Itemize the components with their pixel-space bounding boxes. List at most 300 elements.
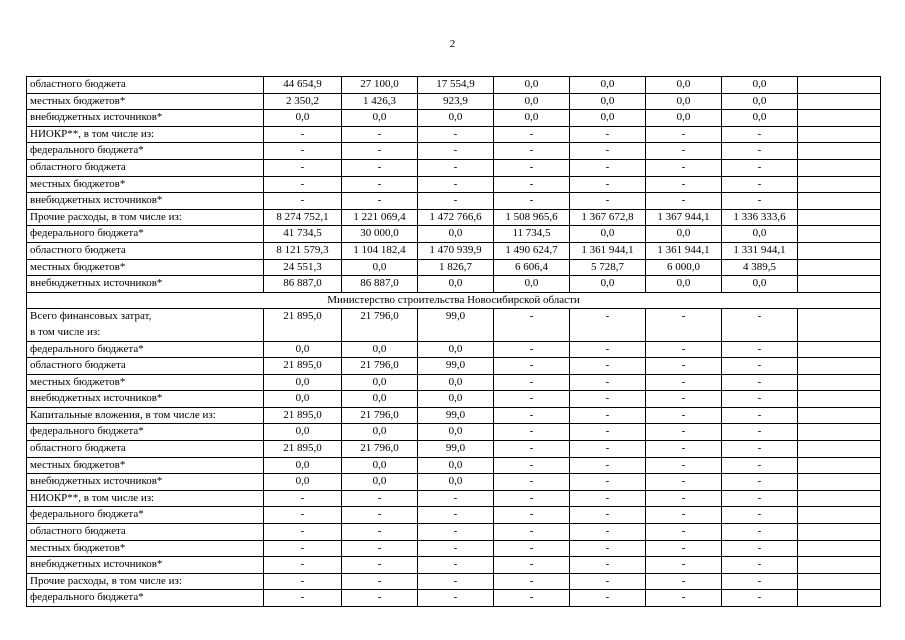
cell-value: 0,0 <box>418 374 494 391</box>
cell-value: 99,0 <box>418 358 494 375</box>
cell-value: - <box>264 159 342 176</box>
cell-value: 923,9 <box>418 93 494 110</box>
cell-value: - <box>342 540 418 557</box>
cell-value: - <box>646 407 722 424</box>
table-row <box>27 507 881 524</box>
cell-value: 1 367 672,8 <box>570 209 646 226</box>
cell-value: - <box>494 126 570 143</box>
cell-value <box>798 540 881 557</box>
row-label: федерального бюджета* <box>27 507 264 524</box>
cell-value: - <box>494 540 570 557</box>
row-label-line2: в том числе из: <box>30 325 101 338</box>
cell-value: - <box>570 159 646 176</box>
cell-value: 44 654,9 <box>264 77 342 94</box>
cell-value: 0,0 <box>418 110 494 127</box>
cell-value <box>798 341 881 358</box>
cell-value: 1 508 965,6 <box>494 209 570 226</box>
row-label: областного бюджета <box>27 159 264 176</box>
cell-value: - <box>570 441 646 458</box>
cell-value: - <box>264 590 342 607</box>
cell-value: 1 331 944,1 <box>722 242 798 259</box>
cell-value: 0,0 <box>722 226 798 243</box>
cell-value: 5 728,7 <box>570 259 646 276</box>
cell-value: 0,0 <box>722 77 798 94</box>
cell-value: - <box>722 126 798 143</box>
cell-value: - <box>494 490 570 507</box>
table-row <box>27 93 881 110</box>
cell-value: - <box>570 358 646 375</box>
cell-value: 0,0 <box>646 77 722 94</box>
cell-value: 1 336 333,6 <box>722 209 798 226</box>
table-row <box>27 557 881 574</box>
cell-value <box>798 590 881 607</box>
cell-value: 0,0 <box>418 276 494 293</box>
row-label: местных бюджетов* <box>27 457 264 474</box>
cell-value: - <box>722 424 798 441</box>
table-row-total <box>27 309 881 341</box>
table-row <box>27 573 881 590</box>
cell-value: - <box>264 193 342 210</box>
cell-value <box>798 424 881 441</box>
cell-value: - <box>264 176 342 193</box>
cell-value: 0,0 <box>342 391 418 408</box>
cell-value <box>798 490 881 507</box>
cell-value: - <box>722 193 798 210</box>
cell-value: - <box>418 143 494 160</box>
cell-value: - <box>646 374 722 391</box>
cell-value: - <box>494 391 570 408</box>
row-label: федерального бюджета* <box>27 341 264 358</box>
rows-before-section <box>27 77 881 293</box>
table-row <box>27 159 881 176</box>
cell-value: 30 000,0 <box>342 226 418 243</box>
table-row <box>27 209 881 226</box>
cell-value: 21 796,0 <box>342 358 418 375</box>
cell-value: - <box>418 126 494 143</box>
cell-value: 1 104 182,4 <box>342 242 418 259</box>
cell-value: 8 274 752,1 <box>264 209 342 226</box>
cell-value: 0,0 <box>418 474 494 491</box>
cell-value: 0,0 <box>264 341 342 358</box>
row-label-line1: Всего финансовых затрат, <box>30 310 152 323</box>
cell-value: 0,0 <box>494 77 570 94</box>
cell-value: - <box>494 474 570 491</box>
cell-value: - <box>722 507 798 524</box>
cell-value: 0,0 <box>342 424 418 441</box>
cell-value: 0,0 <box>264 374 342 391</box>
cell-value: - <box>342 176 418 193</box>
cell-value: 99,0 <box>418 441 494 458</box>
cell-value: - <box>646 490 722 507</box>
cell-value <box>798 573 881 590</box>
cell-value <box>798 176 881 193</box>
cell-value: - <box>570 457 646 474</box>
cell-value: - <box>264 126 342 143</box>
cell-value <box>798 259 881 276</box>
cell-value: - <box>342 490 418 507</box>
cell-value: - <box>494 358 570 375</box>
cell-value <box>798 143 881 160</box>
cell-value: 99,0 <box>418 309 494 341</box>
cell-value: - <box>494 407 570 424</box>
cell-value: - <box>264 143 342 160</box>
cell-value: 0,0 <box>418 424 494 441</box>
cell-value: 21 796,0 <box>342 407 418 424</box>
cell-value: - <box>494 309 570 341</box>
cell-value: - <box>342 126 418 143</box>
table-row <box>27 441 881 458</box>
table-row <box>27 341 881 358</box>
row-label: НИОКР**, в том числе из: <box>27 490 264 507</box>
row-label: Прочие расходы, в том числе из: <box>27 573 264 590</box>
cell-value: 8 121 579,3 <box>264 242 342 259</box>
rows-after-section <box>27 341 881 607</box>
cell-value: 86 887,0 <box>342 276 418 293</box>
cell-value: 0,0 <box>646 226 722 243</box>
cell-value <box>798 93 881 110</box>
table-row <box>27 490 881 507</box>
cell-value <box>798 276 881 293</box>
cell-value: - <box>570 507 646 524</box>
cell-value: 86 887,0 <box>264 276 342 293</box>
cell-value <box>798 159 881 176</box>
table-row <box>27 126 881 143</box>
table-row <box>27 77 881 94</box>
cell-value: - <box>494 507 570 524</box>
cell-value: - <box>264 573 342 590</box>
cell-value: - <box>570 590 646 607</box>
cell-value: - <box>342 193 418 210</box>
cell-value: - <box>646 143 722 160</box>
table-row <box>27 391 881 408</box>
cell-value: - <box>570 341 646 358</box>
cell-value: - <box>418 193 494 210</box>
cell-value: 6 606,4 <box>494 259 570 276</box>
cell-value: 0,0 <box>342 259 418 276</box>
cell-value <box>798 474 881 491</box>
cell-value: 0,0 <box>264 110 342 127</box>
cell-value: - <box>646 507 722 524</box>
cell-value: - <box>342 159 418 176</box>
cell-value <box>798 77 881 94</box>
cell-value: - <box>570 540 646 557</box>
table-row <box>27 474 881 491</box>
row-label: местных бюджетов* <box>27 176 264 193</box>
table-row <box>27 540 881 557</box>
cell-value: - <box>494 374 570 391</box>
cell-value: 0,0 <box>570 276 646 293</box>
cell-value: 1 221 069,4 <box>342 209 418 226</box>
cell-value: 0,0 <box>264 457 342 474</box>
cell-value: - <box>570 193 646 210</box>
row-label: внебюджетных источников* <box>27 193 264 210</box>
cell-value <box>798 242 881 259</box>
cell-value: 0,0 <box>418 391 494 408</box>
cell-value: 0,0 <box>264 424 342 441</box>
cell-value <box>798 391 881 408</box>
cell-value: - <box>570 407 646 424</box>
cell-value: 0,0 <box>342 474 418 491</box>
cell-value: - <box>646 159 722 176</box>
cell-value <box>798 209 881 226</box>
cell-value: - <box>570 176 646 193</box>
cell-value: - <box>418 490 494 507</box>
cell-value: 0,0 <box>494 110 570 127</box>
section-header-group <box>27 292 881 341</box>
cell-value: - <box>264 540 342 557</box>
table-row <box>27 176 881 193</box>
cell-value: - <box>418 573 494 590</box>
cell-value: - <box>722 407 798 424</box>
cell-value <box>798 309 881 341</box>
cell-value: 0,0 <box>418 226 494 243</box>
row-label: областного бюджета <box>27 441 264 458</box>
cell-value: 4 389,5 <box>722 259 798 276</box>
cell-value: 1 426,3 <box>342 93 418 110</box>
cell-value: - <box>646 358 722 375</box>
cell-value: - <box>646 391 722 408</box>
cell-value: - <box>494 557 570 574</box>
cell-value: - <box>722 176 798 193</box>
cell-value: 0,0 <box>264 391 342 408</box>
table-row <box>27 193 881 210</box>
cell-value: - <box>722 391 798 408</box>
cell-value: - <box>646 474 722 491</box>
cell-value <box>798 557 881 574</box>
cell-value: - <box>342 524 418 541</box>
cell-value: 2 350,2 <box>264 93 342 110</box>
cell-value: 41 734,5 <box>264 226 342 243</box>
cell-value: - <box>722 159 798 176</box>
cell-value: 0,0 <box>342 374 418 391</box>
cell-value: 21 796,0 <box>342 309 418 341</box>
table-row <box>27 524 881 541</box>
cell-value: 0,0 <box>646 93 722 110</box>
cell-value: - <box>646 309 722 341</box>
row-label <box>27 309 264 341</box>
cell-value: - <box>570 474 646 491</box>
table-row <box>27 143 881 160</box>
cell-value: 0,0 <box>342 341 418 358</box>
row-label: внебюджетных источников* <box>27 110 264 127</box>
cell-value: 0,0 <box>570 93 646 110</box>
cell-value: - <box>646 573 722 590</box>
row-label: федерального бюджета* <box>27 590 264 607</box>
cell-value: 27 100,0 <box>342 77 418 94</box>
cell-value: 0,0 <box>342 110 418 127</box>
cell-value: 0,0 <box>494 276 570 293</box>
cell-value: - <box>722 358 798 375</box>
cell-value: 11 734,5 <box>494 226 570 243</box>
cell-value: - <box>418 159 494 176</box>
cell-value: 1 490 624,7 <box>494 242 570 259</box>
cell-value: - <box>494 573 570 590</box>
table-row <box>27 226 881 243</box>
table-row <box>27 242 881 259</box>
cell-value: 21 895,0 <box>264 407 342 424</box>
cell-value: 17 554,9 <box>418 77 494 94</box>
cell-value: 21 895,0 <box>264 309 342 341</box>
cell-value: 1 367 944,1 <box>646 209 722 226</box>
cell-value: - <box>494 176 570 193</box>
cell-value: 0,0 <box>570 110 646 127</box>
cell-value <box>798 407 881 424</box>
cell-value: - <box>418 176 494 193</box>
cell-value: - <box>494 590 570 607</box>
cell-value: - <box>722 573 798 590</box>
cell-value: 0,0 <box>722 276 798 293</box>
cell-value: 99,0 <box>418 407 494 424</box>
cell-value: - <box>494 193 570 210</box>
cell-value: 0,0 <box>570 226 646 243</box>
cell-value <box>798 524 881 541</box>
cell-value: - <box>722 143 798 160</box>
row-label: внебюджетных источников* <box>27 276 264 293</box>
cell-value: 24 551,3 <box>264 259 342 276</box>
cell-value: 21 796,0 <box>342 441 418 458</box>
section-header-row <box>27 292 881 309</box>
cell-value: 0,0 <box>342 457 418 474</box>
cell-value: - <box>722 374 798 391</box>
cell-value: - <box>570 490 646 507</box>
row-label: федерального бюджета* <box>27 143 264 160</box>
cell-value <box>798 507 881 524</box>
cell-value: - <box>342 557 418 574</box>
table-row <box>27 457 881 474</box>
cell-value: - <box>418 507 494 524</box>
table-row <box>27 590 881 607</box>
cell-value: - <box>646 590 722 607</box>
cell-value: - <box>646 441 722 458</box>
cell-value: - <box>570 524 646 541</box>
cell-value: 0,0 <box>264 474 342 491</box>
cell-value: - <box>646 524 722 541</box>
cell-value <box>798 457 881 474</box>
row-label: областного бюджета <box>27 358 264 375</box>
cell-value: 1 361 944,1 <box>570 242 646 259</box>
cell-value: - <box>264 490 342 507</box>
row-label: внебюджетных источников* <box>27 474 264 491</box>
cell-value: - <box>342 573 418 590</box>
table-row <box>27 358 881 375</box>
cell-value: - <box>722 557 798 574</box>
cell-value <box>798 441 881 458</box>
cell-value: - <box>418 540 494 557</box>
cell-value: - <box>494 143 570 160</box>
row-label: областного бюджета <box>27 77 264 94</box>
cell-value: - <box>722 309 798 341</box>
table-row <box>27 276 881 293</box>
row-label: местных бюджетов* <box>27 374 264 391</box>
cell-value: - <box>570 126 646 143</box>
cell-value: - <box>722 524 798 541</box>
cell-value: - <box>646 341 722 358</box>
cell-value: - <box>342 507 418 524</box>
cell-value: - <box>646 457 722 474</box>
cell-value: - <box>722 441 798 458</box>
row-label: местных бюджетов* <box>27 540 264 557</box>
row-label: Прочие расходы, в том числе из: <box>27 209 264 226</box>
cell-value: 1 470 939,9 <box>418 242 494 259</box>
row-label: местных бюджетов* <box>27 93 264 110</box>
cell-value: - <box>418 557 494 574</box>
table-row <box>27 259 881 276</box>
cell-value: 0,0 <box>494 93 570 110</box>
cell-value: - <box>570 424 646 441</box>
row-label: местных бюджетов* <box>27 259 264 276</box>
cell-value: - <box>722 590 798 607</box>
cell-value: - <box>722 341 798 358</box>
cell-value: - <box>646 126 722 143</box>
table-row <box>27 374 881 391</box>
row-label: областного бюджета <box>27 242 264 259</box>
cell-value: - <box>570 573 646 590</box>
cell-value: 1 472 766,6 <box>418 209 494 226</box>
cell-value: - <box>494 159 570 176</box>
cell-value: - <box>646 557 722 574</box>
cell-value: - <box>418 590 494 607</box>
row-label: Капитальные вложения, в том числе из: <box>27 407 264 424</box>
cell-value: - <box>264 507 342 524</box>
row-label: федерального бюджета* <box>27 424 264 441</box>
cell-value: - <box>264 524 342 541</box>
cell-value: - <box>494 424 570 441</box>
page-number: 2 <box>449 38 456 50</box>
cell-value: - <box>494 457 570 474</box>
cell-value: 0,0 <box>570 77 646 94</box>
cell-value: - <box>570 391 646 408</box>
row-label: федерального бюджета* <box>27 226 264 243</box>
row-label: внебюджетных источников* <box>27 557 264 574</box>
cell-value: - <box>570 143 646 160</box>
cell-value: - <box>342 143 418 160</box>
cell-value: 21 895,0 <box>264 358 342 375</box>
cell-value: - <box>646 540 722 557</box>
cell-value: - <box>264 557 342 574</box>
cell-value: 0,0 <box>418 457 494 474</box>
cell-value: - <box>646 176 722 193</box>
cell-value <box>798 358 881 375</box>
cell-value: 6 000,0 <box>646 259 722 276</box>
cell-value: 0,0 <box>722 110 798 127</box>
cell-value: - <box>722 457 798 474</box>
cell-value <box>798 193 881 210</box>
row-label: внебюджетных источников* <box>27 391 264 408</box>
cell-value: 1 826,7 <box>418 259 494 276</box>
cell-value: - <box>722 490 798 507</box>
cell-value: 21 895,0 <box>264 441 342 458</box>
cell-value: 0,0 <box>722 93 798 110</box>
cell-value: - <box>722 474 798 491</box>
row-label: НИОКР**, в том числе из: <box>27 126 264 143</box>
cell-value: 0,0 <box>646 110 722 127</box>
cell-value: 1 361 944,1 <box>646 242 722 259</box>
cell-value: - <box>342 590 418 607</box>
cell-value <box>798 126 881 143</box>
cell-value <box>798 374 881 391</box>
table-row <box>27 424 881 441</box>
section-title: Министерство строительства Новосибирской области <box>27 292 881 309</box>
cell-value: - <box>494 441 570 458</box>
table-row <box>27 110 881 127</box>
cell-value: - <box>418 524 494 541</box>
cell-value: - <box>494 524 570 541</box>
cell-value: - <box>646 424 722 441</box>
cell-value: 0,0 <box>646 276 722 293</box>
cell-value <box>798 110 881 127</box>
financing-table <box>26 76 881 607</box>
table-row <box>27 407 881 424</box>
